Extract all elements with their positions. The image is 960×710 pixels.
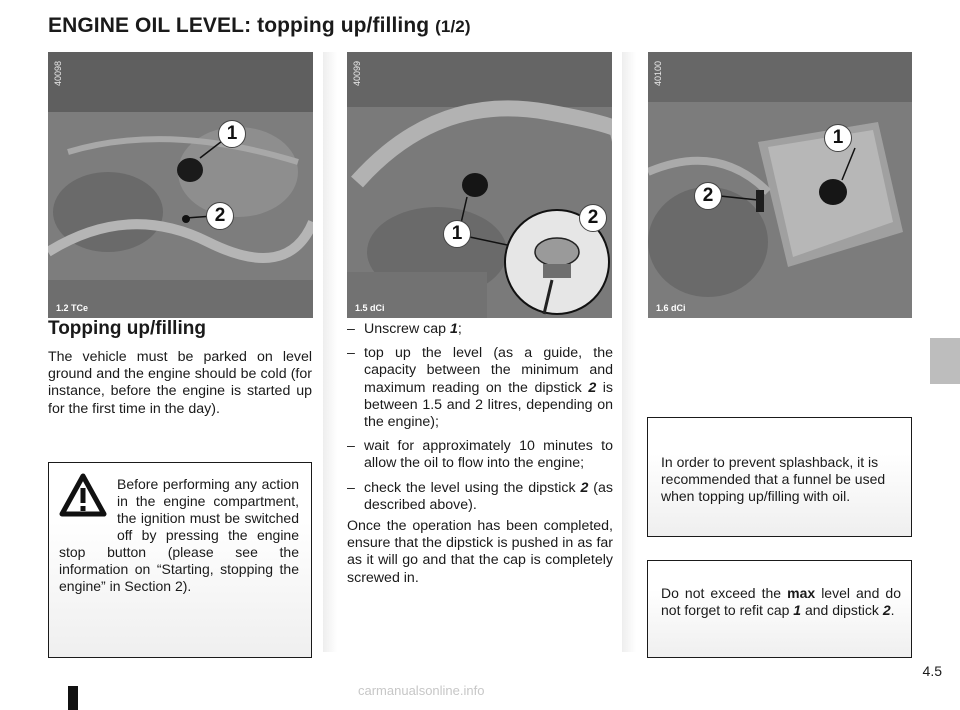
step-ref: 1 <box>449 321 458 337</box>
bullet-dash: – <box>347 479 355 496</box>
note-box-max <box>647 560 912 658</box>
engine-photo-1 <box>48 52 313 318</box>
column-divider <box>323 52 337 652</box>
engine-photo-2 <box>347 52 612 318</box>
print-mark <box>68 686 78 710</box>
watermark: carmanualsonline.info <box>358 683 485 698</box>
section-heading: Topping up/filling <box>48 318 206 339</box>
note-ref: 1 <box>793 602 802 618</box>
step-text-end: (as described above). <box>364 479 613 513</box>
callout-dipstick: 2 <box>206 202 234 230</box>
note-text: and dipstick <box>801 602 883 618</box>
step-text: wait for approximately 10 minutes to allow the oil to flow into the engine; <box>364 438 613 472</box>
page-title <box>48 14 471 38</box>
engine-illustration <box>48 52 313 318</box>
list-item <box>347 438 613 472</box>
steps-list <box>347 321 613 521</box>
page-number: 4.5 <box>922 663 942 679</box>
note-ref: 2 <box>882 602 891 618</box>
engine-photo-3 <box>648 52 912 318</box>
list-item <box>347 480 613 514</box>
callout-cap: 1 <box>443 220 471 248</box>
list-item <box>347 345 613 431</box>
step-text: Unscrew cap <box>364 321 450 337</box>
step-ref: 2 <box>588 379 597 396</box>
section-tab <box>930 338 960 384</box>
engine-illustration <box>347 52 612 318</box>
closing-paragraph: Once the operation has been completed, ensure that the dipstick is pushed in as far as it will go and that the cap is completely screwed in. <box>347 518 613 586</box>
title-main: ENGINE OIL LEVEL: topping up/filling <box>48 14 430 37</box>
warning-message: Before performing any action in the engine compartment, the ignition must be switched off by pressing the engine stop button (please see the information on “Starting, stopping the engine” in Section 2). <box>59 476 299 594</box>
column-divider <box>622 52 636 652</box>
title-part: (1/2) <box>435 17 471 36</box>
warning-text <box>59 476 299 595</box>
note-text: level and do not forget to refit cap <box>661 585 901 618</box>
step-ref: 2 <box>580 479 589 496</box>
callout-dipstick: 2 <box>579 204 607 232</box>
icon-spacer <box>59 476 117 544</box>
photo-code: 40098 <box>53 60 63 86</box>
step-text: check the level using the dipstick <box>364 479 581 496</box>
warning-box <box>48 462 312 658</box>
note-text: Do not exceed the <box>661 585 788 601</box>
step-text-end: is between 1.5 and 2 litres, depending on the engine); <box>364 379 613 431</box>
photo-caption: 1.2 TCe <box>56 303 89 313</box>
list-item <box>347 321 613 338</box>
intro-paragraph: The vehicle must be parked on level ground and the engine should be cold (for instance, before the engine is started up for the first time in the day). <box>48 349 312 417</box>
photo-code: 40100 <box>653 60 663 86</box>
step-text: top up the level (as a guide, the capacity between the minimum and maximum reading on the dipstick <box>364 345 613 396</box>
note-text: . <box>890 602 895 618</box>
photo-caption: 1.5 dCi <box>355 303 385 313</box>
note-bold: max <box>787 585 816 601</box>
note-box-funnel <box>647 417 912 537</box>
photo-caption: 1.6 dCi <box>656 303 686 313</box>
photo-code: 40099 <box>352 60 362 86</box>
callout-dipstick: 2 <box>694 182 722 210</box>
bullet-dash: – <box>347 321 355 337</box>
engine-illustration <box>648 52 912 318</box>
step-text-end: ; <box>457 321 462 337</box>
callout-cap: 1 <box>218 120 246 148</box>
note-funnel-text: In order to prevent splashback, it is recommended that a funnel be used when topping up/filling with oil. <box>661 454 886 504</box>
bullet-dash: – <box>347 345 355 362</box>
bullet-dash: – <box>347 438 355 455</box>
callout-cap: 1 <box>824 124 852 152</box>
note-max-text <box>661 585 901 619</box>
